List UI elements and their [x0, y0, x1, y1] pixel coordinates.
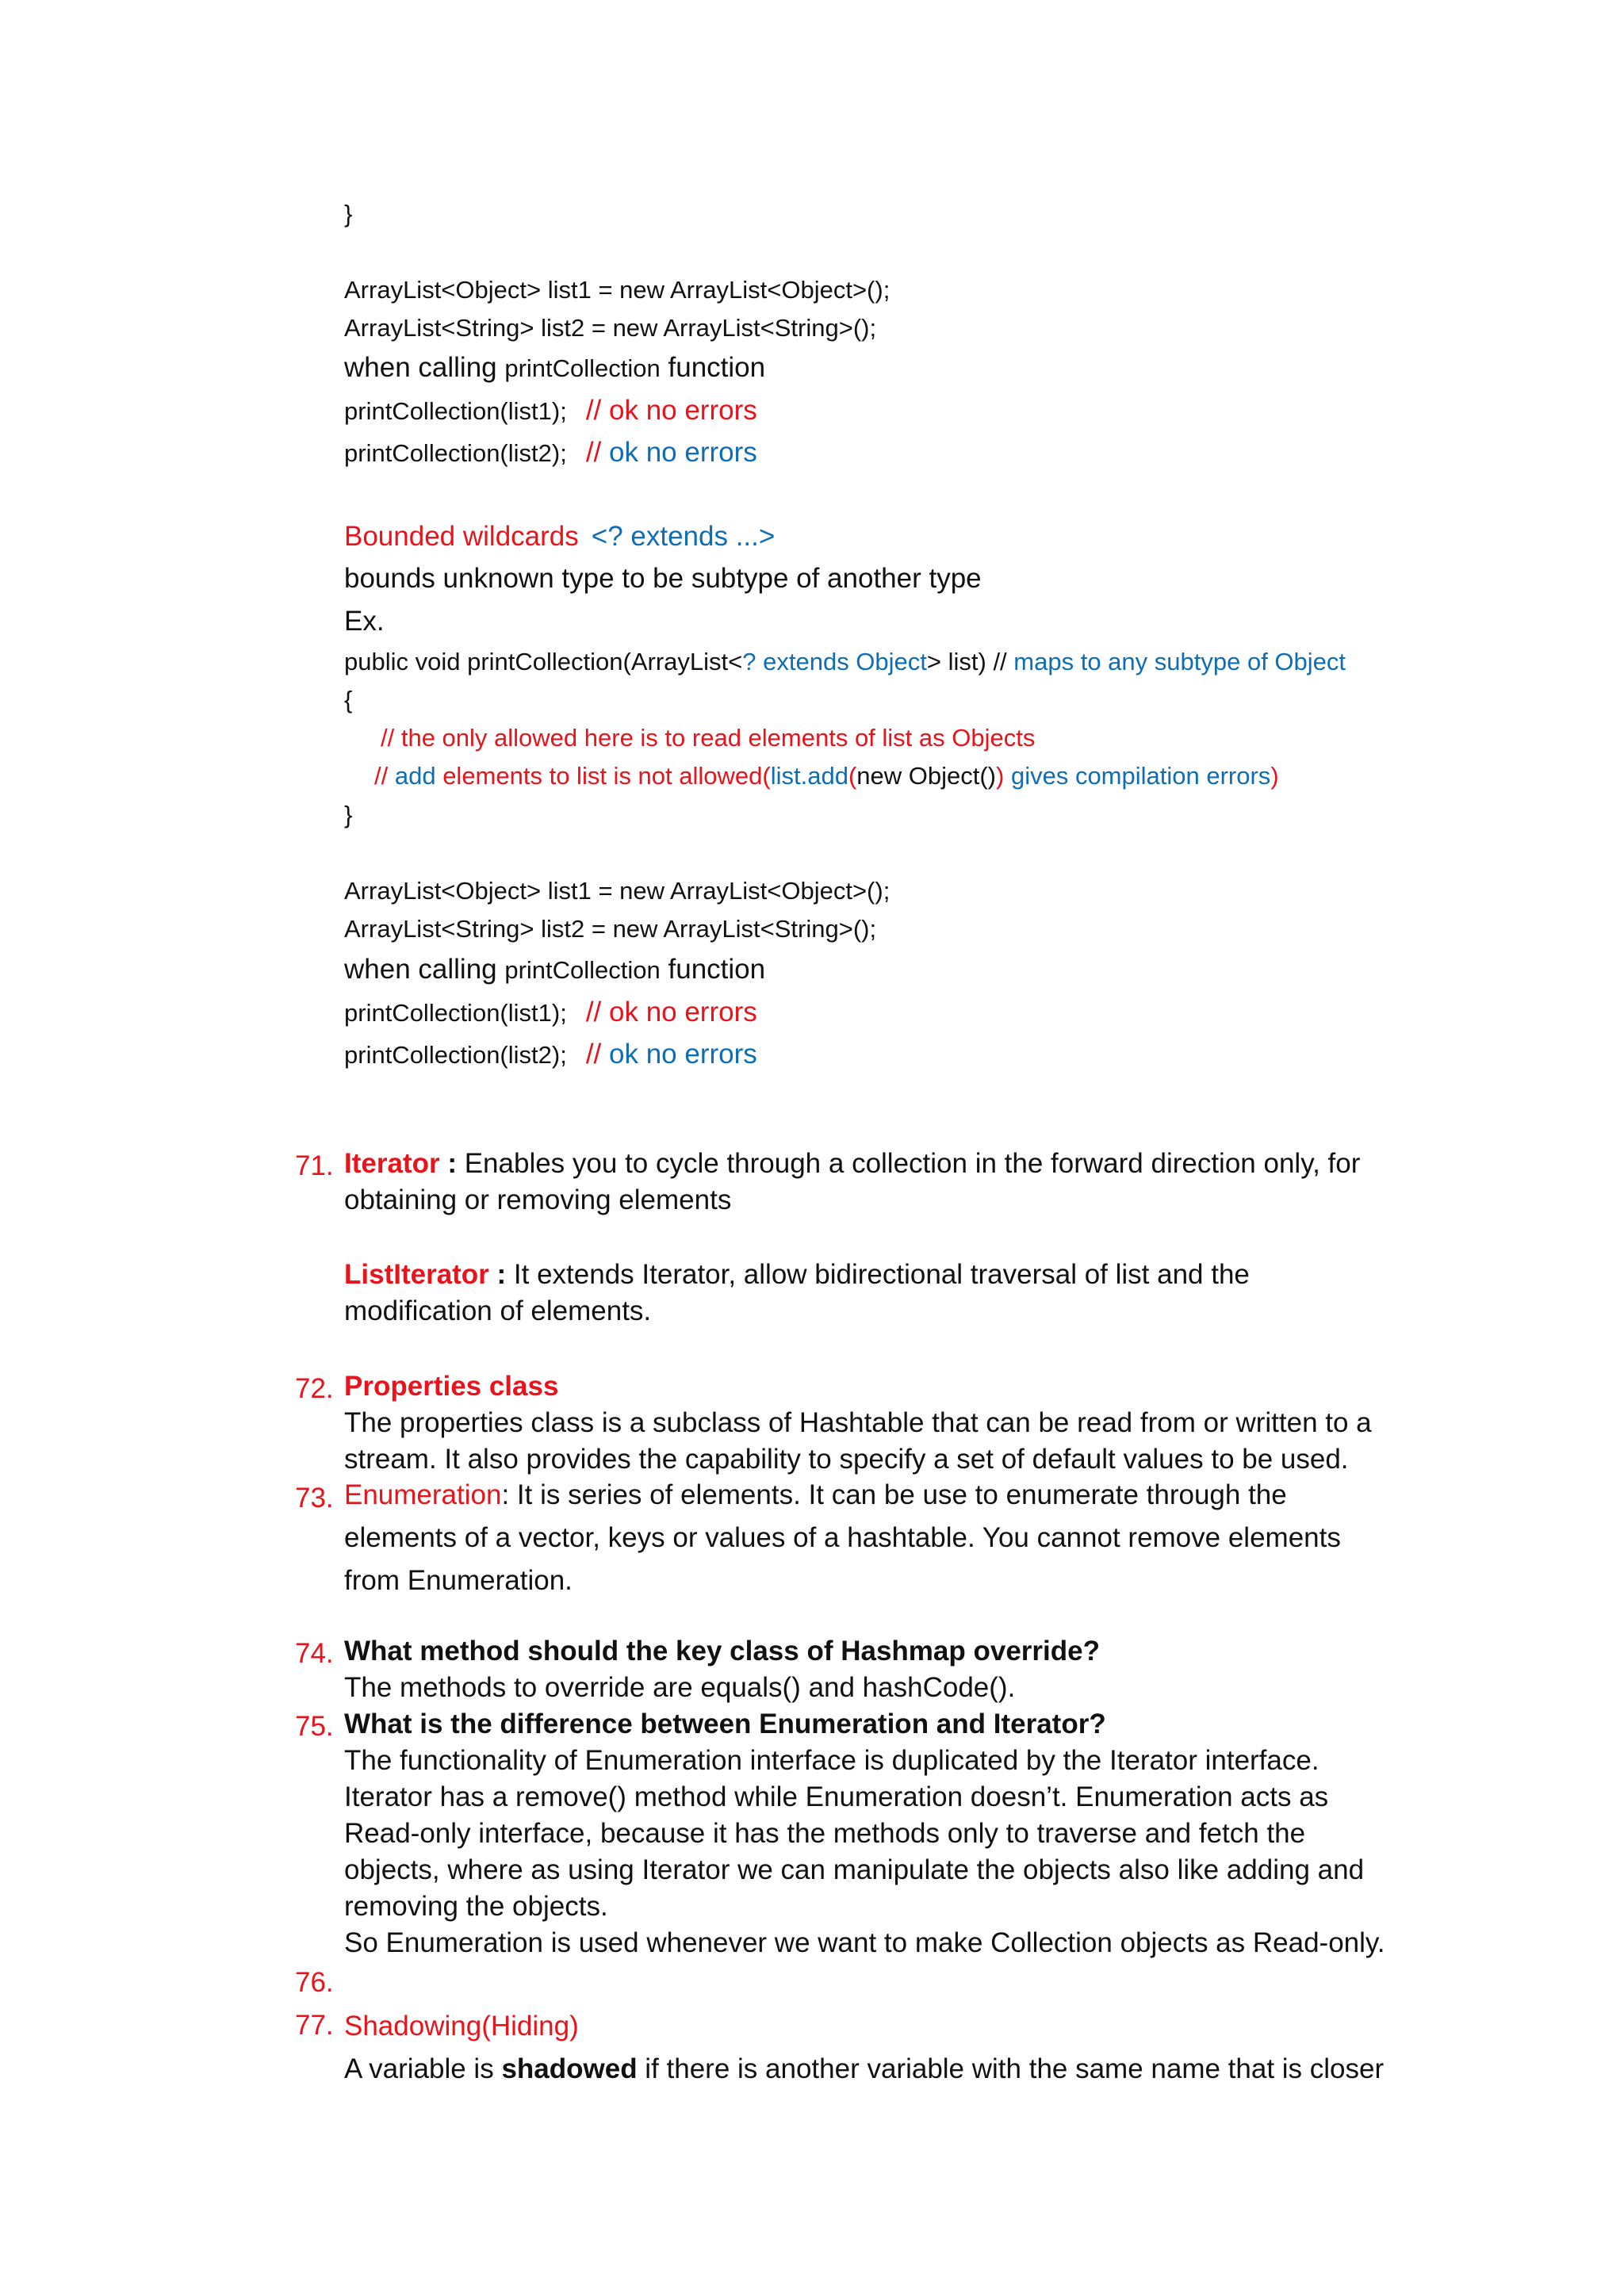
code-comment-add-not-allowed: // add elements to list is not allowed(list.add(new Object()) gives compilation errors)	[374, 762, 1279, 790]
item-title: Shadowing(Hiding)	[344, 2011, 579, 2042]
comment-ok: ok no errors	[601, 437, 757, 468]
comment-ok: ok no errors	[601, 1039, 757, 1070]
item-73-enumeration: Enumeration: It is series of elements. It can be use to enumerate through the elements of a vector, keys or values of a hashtable. You cannot remove elements from Enumeration.	[344, 1479, 1341, 1596]
item-number: 75.	[295, 1711, 334, 1742]
item-number: 72.	[295, 1373, 334, 1404]
code-comment-read-only: // the only allowed here is to read elements of list as Objects	[381, 724, 1036, 752]
item-question: What is the difference between Enumeration and Iterator?	[344, 1709, 1106, 1739]
item-71-listiterator: ListIterator : It extends Iterator, allow bidirectional traversal of list and the modification of elements.	[344, 1259, 1250, 1326]
code-decl-list1: ArrayList<Object> list1 = new ArrayList<Object>();	[344, 276, 891, 304]
item-71-iterator: Iterator : Enables you to cycle through a collection in the forward direction only, for obtaining or removing elements	[344, 1148, 1361, 1215]
item-74-hashmap: What method should the key class of Hashmap override? The methods to override are equals() and hashCode().	[344, 1633, 1391, 1706]
when-calling-line: when calling printCollection function	[344, 954, 766, 985]
comment-ok: // ok no errors	[585, 997, 757, 1027]
code-decl-list1: ArrayList<Object> list1 = new ArrayList<Object>();	[344, 877, 891, 905]
comment-ok: // ok no errors	[585, 395, 757, 426]
item-number: 77.	[295, 2010, 334, 2041]
item-number: 73.	[295, 1483, 334, 1513]
item-title: Properties class	[344, 1371, 559, 1402]
method-signature: public void printCollection(ArrayList<? extends Object> list) // maps to any subtype of Object	[344, 648, 1346, 675]
example-label: Ex.	[344, 606, 385, 637]
bounded-wildcards-heading: Bounded wildcards <? extends ...>	[344, 521, 776, 552]
code-call-list2: printCollection(list2); // ok no errors	[344, 1039, 757, 1070]
code-call-list2: printCollection(list2); // ok no errors	[344, 437, 757, 468]
code-close-brace: }	[344, 801, 353, 828]
item-number: 76.	[295, 1967, 334, 1998]
code-close-brace: }	[344, 200, 353, 228]
code-decl-list2: ArrayList<String> list2 = new ArrayList<String>();	[344, 915, 877, 943]
item-question: What method should the key class of Hashmap override?	[344, 1636, 1100, 1667]
code-call-list1: printCollection(list1); // ok no errors	[344, 395, 757, 426]
bounded-description: bounds unknown type to be subtype of another type	[344, 563, 982, 594]
item-77-shadowing: Shadowing(Hiding) A variable is shadowed if there is another variable with the same name that is closer	[344, 2005, 1391, 2091]
item-75-enumeration-vs-iterator: What is the difference between Enumeration and Iterator? The functionality of Enumeration interface is duplicated by the Iterator interface. Iterator has a remove() method while Enumeration doesn’t. Enumeration acts as Read-only interface, because it has the methods only to traverse and fetch the objects, where as using Iterator we can manipulate the objects also like adding and removing the objects. So Enumeration is used whenever we want to make Collection objects as Read-only.	[344, 1706, 1391, 1961]
item-72-properties: Properties class The properties class is a subclass of Hashtable that can be read from or written to a stream. It also provides the capability to specify a set of default values to be used.	[344, 1368, 1391, 1478]
code-call-list1: printCollection(list1); // ok no errors	[344, 997, 757, 1027]
item-number: 71.	[295, 1150, 334, 1181]
code-decl-list2: ArrayList<String> list2 = new ArrayList<String>();	[344, 314, 877, 342]
when-calling-line: when calling printCollection function	[344, 352, 766, 383]
item-number: 74.	[295, 1638, 334, 1669]
code-open-brace: {	[344, 686, 353, 714]
